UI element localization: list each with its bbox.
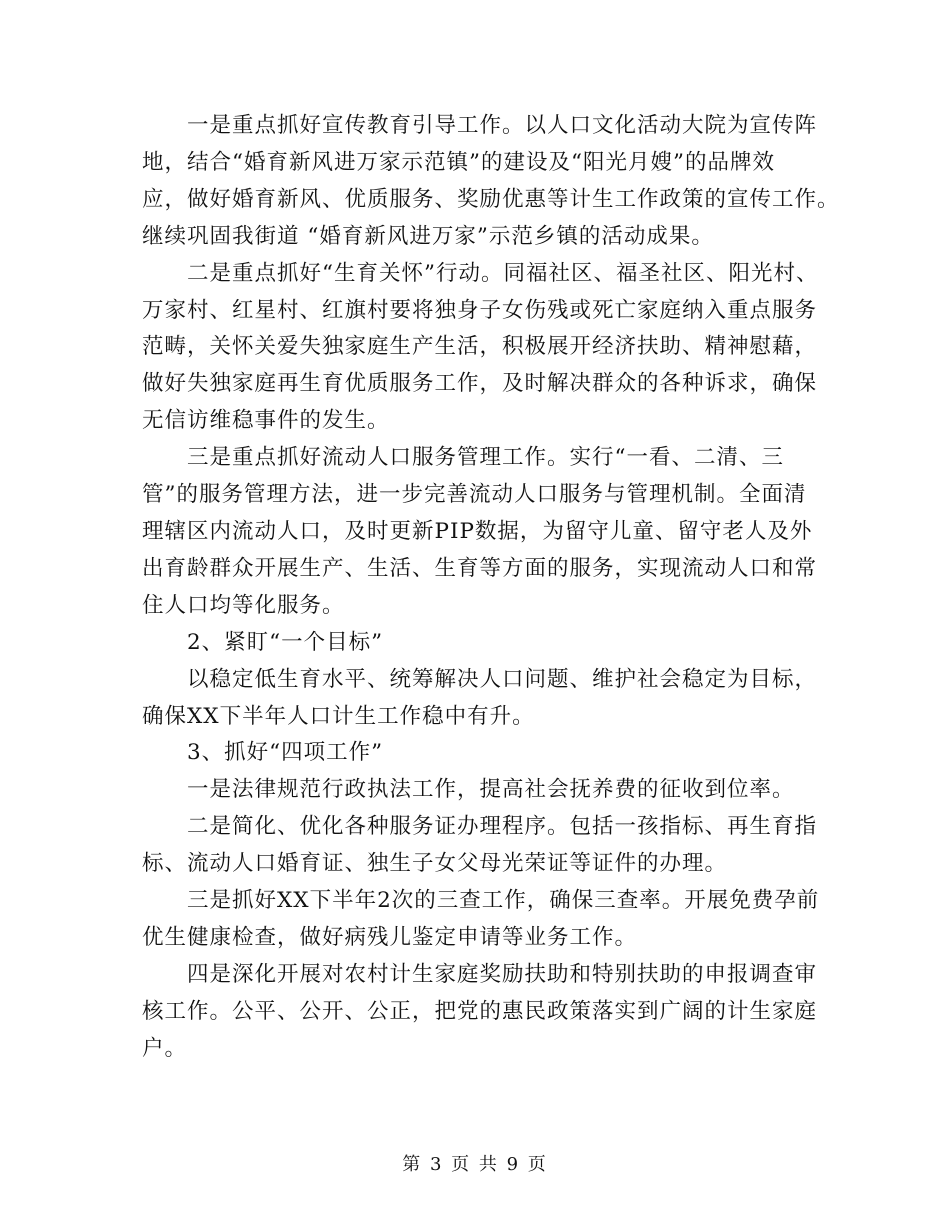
text-line: 二是重点抓好“生育关怀”行动。同福社区、福圣社区、阳光村、 xyxy=(142,260,819,286)
text-line: 无信访维稳事件的发生。 xyxy=(142,408,390,434)
text-line: 理辖区内流动人口，及时更新PIP数据，为留守儿童、留守老人及外 xyxy=(142,518,813,544)
text-line: 标、流动人口婚育证、独生子女父母光荣证等证件的办理。 xyxy=(142,851,728,877)
text-line: 地，结合“婚育新风进万家示范镇”的建设及“阳光月嫂”的品牌效 xyxy=(142,149,775,175)
text-line: 优生健康检查，做好病残儿鉴定申请等业务工作。 xyxy=(142,924,638,950)
text-line: 范畴，关怀关爱失独家庭生产生活，积极展开经济扶助、精神慰藉， xyxy=(142,334,818,360)
text-line: 继续巩固我街道 “婚育新风进万家”示范乡镇的活动成果。 xyxy=(142,223,714,249)
text-line: 一是重点抓好宣传教育引导工作。以人口文化活动大院为宣传阵 xyxy=(142,113,818,138)
text-line: 三是抓好XX下半年2次的三查工作，确保三查率。开展免费孕前 xyxy=(142,888,820,914)
text-line: 四是深化开展对农村计生家庭奖励扶助和特别扶助的申报调查审 xyxy=(142,961,818,987)
document-body xyxy=(142,108,840,1068)
text-line: 户。 xyxy=(142,1035,188,1061)
text-line: 核工作。公平、公开、公正，把党的惠民政策落实到广阔的计生家庭 xyxy=(142,998,818,1024)
text-line: 确保XX下半年人口计生工作稳中有升。 xyxy=(142,703,535,729)
text-line: 二是简化、优化各种服务证办理程序。包括一孩指标、再生育指 xyxy=(142,814,818,840)
text-line: 管”的服务管理方法，进一步完善流动人口服务与管理机制。全面清 xyxy=(142,482,807,508)
text-line: 出育龄群众开展生产、生活、生育等方面的服务，实现流动人口和常 xyxy=(142,555,818,581)
section-heading: 2、紧盯“一个目标” xyxy=(142,629,384,655)
page-number-footer: 第 3 页 共 9 页 xyxy=(402,1154,548,1175)
text-line: 三是重点抓好流动人口服务管理工作。实行“一看、二清、三 xyxy=(142,445,784,471)
text-line: 应，做好婚育新风、优质服务、奖励优惠等计生工作政策的宣传工作。 xyxy=(142,186,840,212)
text-line: 住人口均等化服务。 xyxy=(142,592,345,618)
text-line: 做好失独家庭再生育优质服务工作，及时解决群众的各种诉求，确保 xyxy=(142,371,818,397)
section-heading: 3、抓好“四项工作” xyxy=(142,740,384,766)
text-line: 以稳定低生育水平、统筹解决人口问题、维护社会稳定为目标， xyxy=(142,666,818,692)
text-line: 万家村、红星村、红旗村要将独身子女伤残或死亡家庭纳入重点服务 xyxy=(142,297,818,323)
text-line: 一是法律规范行政执法工作，提高社会抚养费的征收到位率。 xyxy=(142,777,795,803)
